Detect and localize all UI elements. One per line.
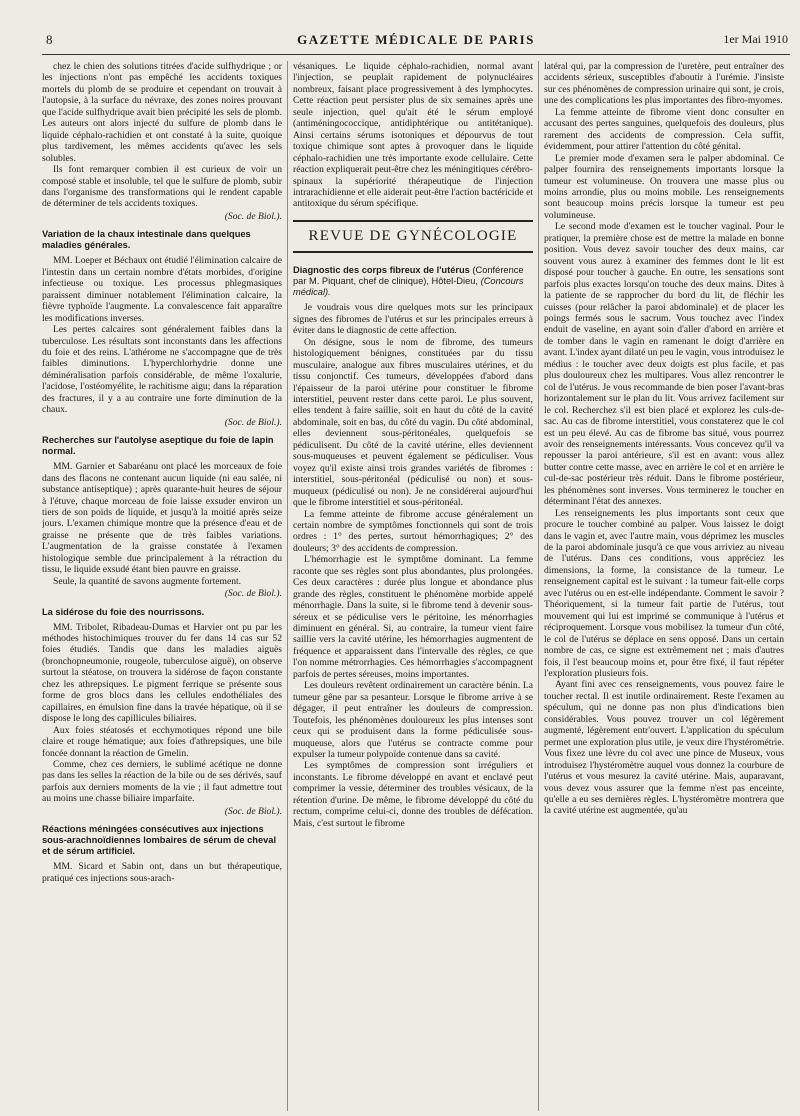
paragraph: L'hémorrhagie est le symptôme dominant. La femme raconte que ses règles sont plus abondantes, plus prolongées. Ces deux caractères : durée plus longue et abondance plus grande des règles, constituent le phénomène morbide appelé ménorrhagie. Dans la suite, si le fibrome tend à devenir sous-séreux et se pédiculise vers le péritoine, les ménorrhagies diminuent en général. Si, au contraire, la tumeur vient faire saillie vers la cavité utérine, les hémorrhagies augmentent de fréquence et apparaissent dans l'intervalle des règles, ce que l'on nomme métrorrhagies. Ces hémorrhagies s'accompagnent parfois de pertes séreuses, moins importantes.	[293, 554, 533, 680]
article-title: Diagnostic des corps fibreux de l'utérus	[293, 265, 470, 276]
paragraph: Ils font remarquer combien il est curieux de voir un composé stable et insoluble, tel que le sulfure de plomb, subir dans l'organisme des transformations qui le rendent capable de déterminer de tels accidents toxiques.	[42, 164, 282, 210]
journal-title: GAZETTE MÉDICALE DE PARIS	[297, 32, 535, 47]
paragraph: MM. Garnier et Sabaréanu ont placé les morceaux de foie dans des flacons ne contenant aucun liquide (ni eau salée, ni substance antiseptique) ; après quarante-huit heures de séjour à l'étuve, chaque morceau de foie laisse exsuder environ un tiers de son poids de liquide, et jusqu'à la moitié après seize jours. L'examen chimique montre que la présence d'eau et de graisse ne présente que de très faibles variations. L'augmentation de la graisse constatée à l'examen histologique semble due principalement à la rétraction du tissu, le liquide exsudé étant bien pauvre en graisse.	[42, 461, 282, 576]
article-columns	[42, 61, 790, 1116]
paragraph: Les symptômes de compression sont irréguliers et inconstants. Le fibrome développé en avant et enclavé peut comprimer la vessie, déterminer des troubles vésicaux, de la rétention d'urine. De même, le fibrome développé du côté du rectum, comprime celui-ci, donne des troubles de défécation. Mais, c'est surtout le fibrome	[293, 760, 533, 829]
column-right	[544, 61, 784, 1116]
revue-title: REVUE DE GYNÉCOLOGIE	[308, 227, 518, 244]
paragraph: Seule, la quantité de savons augmente fortement.	[53, 575, 242, 587]
paragraph: On désigne, sous le nom de fibrome, des tumeurs histologiquement bénignes, constituées par du tissu musculaire, analogue aux fibres musculaires utérines, et du tissu conjonctif. Ces tumeurs, développées d'abord dans l'épaisseur de la paroi utérine pour constituer le fibrome interstitiel, peuvent rester dans cette paroi. Le plus souvent, elles tendent à faire saillie, soit en haut du côté de la cavité abdominale, soit en bas, du côté du vagin. Du côté abdominal, elles deviennent sous-péritonéales, quelquefois se pédiculisent. Du côté de la cavité utérine, elles deviennent sous-muqueuses et peuvent également se pédiculiser. Vous voyez qu'il existe ainsi trois grandes variétés de fibromes : interstitiel, sous-péritonéal (pédiculisé ou non) et sous-muqueux (pédiculisé ou non). Je ne considérerai aujourd'hui que le fibrome interstitiel et sous-péritonéal.	[293, 336, 533, 509]
page-header	[42, 30, 790, 55]
paragraph: Aux foies stéatosés et ecchymotiques répond une bile claire et rouge hématique; aux foies d'athrepsiques, une bile foncée donnant la réaction de Gmelin.	[42, 724, 282, 759]
paragraph: Le second mode d'examen est le toucher vaginal. Pour le pratiquer, la première chose est de mettre la malade en bonne position. Vous devez savoir toucher des deux mains, car souvent vous aurez à examiner des femmes dont le lit est disposé pour toucher à gauche. En outre, les sensations sont parfois plus exactes lorsqu'on touche des deux mains. Dites à la patiente de se rapprocher du bord du lit, de fléchir les cuisses (pour relâcher la paroi abdominale) et de placer les poings fermés sous le sacrum. Vous touchez avec l'index enduit de vaseline, en ayant soin d'aller d'abord en arrière et de tomber dans le vagin en ramenant le doigt d'arrière en avant. L'index ayant dilaté un peu le vagin, vous introduisez le médius : le toucher avec deux doigts est plus facile, et pas plus douloureux chez les multipares. Vous allez rencontrer le col de l'utérus. Je vous recommande de bien poser l'avant-bras horizontalement sur le plan du lit. Vous arrivez facilement sur le col. Recherchez s'il est bien placé et explorez les culs-de-sac. Au cas de fibrome interstitiel, vous constaterez que le col est un peu élevé. Au cas de fibrome bas situé, vous pourrez avoir des renseignements intéressants. Vous concevez qu'il va repousser la paroi antérieure, s'il est en avant: vous allez butter contre cette masse, avec en arrière le col et en arrière le cul-de-sac postérieur très réduit. Dans le fibrome postérieur, les phénomènes sont inverses. Vous terminerez le toucher en déterminant l'état des annexes.	[544, 221, 784, 508]
source-citation: (Soc. de Biol.).	[224, 805, 282, 817]
paragraph: MM. Tribolet, Ribadeau-Dumas et Harvier ont pu par les méthodes histochimiques trouver du fer dans 14 cas sur 52 foies étudiés. Tandis que dans les maladies aiguës (bronchopneumonie, rougeole, tuberculose aiguë), on observe surtout la stéatose, on trouvera la sidérose de façon constante chez les athrepsiques. Le pigment ferrique se présente sous forme de gros blocs dans les cellules endothéliales des capillaires, en émulsion fine dans la travée hépatique, où il se dispose le long des capillicules biliaires.	[42, 621, 282, 725]
paragraph: Je voudrais vous dire quelques mots sur les principaux signes des fibromes de l'utérus et sur les principales erreurs à éviter dans le diagnostic de cette affection.	[293, 302, 533, 337]
section-heading: La sidérose du foie des nourrissons.	[42, 606, 205, 617]
paragraph: MM. Sicard et Sabin ont, dans un but thérapeutique, pratiqué ces injections sous-arach-	[42, 861, 282, 884]
issue-date: 1er Mai 1910	[723, 32, 788, 46]
article-heading	[293, 265, 533, 298]
section-heading: Variation de la chaux intestinale dans quelques maladies générales.	[42, 229, 251, 251]
paragraph: Les renseignements les plus importants sont ceux que procure le toucher combiné au palper. Vous laissez le doigt dans le vagin et, avec l'autre main, vous déprimez les muscles de la paroi abdominale jusqu'à ce que vous arriviez au niveau de l'utérus. Dans ces conditions, vous appréciez les dimensions, la forme, la consistance de la tumeur. Le renseignement capital est le suivant : la tumeur fait-elle corps avec l'utérus ou en est-elle indépendante. Comment le savoir ? Théoriquement, si la tumeur fait partie de l'utérus, tout mouvement qui lui est imprimé se communique à l'utérus et réciproquement. Lorsque vous mobilisez la tumeur d'un côté, le col de l'utérus se déplace en sens opposé. Dans un certain nombre de cas, ce signe est extrêmement net ; mais d'autres fois, il l'est beaucoup moins et, pour être fixé, il faut répéter l'exploration plusieurs fois.	[544, 507, 784, 680]
paragraph: Comme, chez ces derniers, le sublimé acétique ne donne pas dans les selles la réaction de la bile ou de ses dérivés, sauf parfois aux derniers moments de la vie ; il faut admettre tout au moins une chasse biliaire imparfaite.	[42, 759, 282, 805]
article-byline: (Conférence par M. Piquant, chef de clinique), Hôtel-Dieu,	[293, 265, 524, 287]
paragraph: MM. Loeper et Béchaux ont étudié l'élimination calcaire de l'intestin dans un certain nombre d'états morbides, d'origine infectieuse ou toxique. Les processus phlegmasiques paraissent diminuer notablement l'élimination calcaire, la fièvre typhoïde l'augmente. La convalescence fait apparaître les modifications inverses.	[42, 255, 282, 324]
paragraph: La femme atteinte de fibrome vient donc consulter en accusant des pertes sanguines, quelquefois des douleurs, plus rarement des accidents de compression. Cela suffit, évidemment, pour attirer l'attention du côté génital.	[544, 106, 784, 153]
paragraph: chez le chien des solutions titrées d'acide sulfhydrique ; or les injections n'ont pas empêché les accidents toxiques mortels du plomb de se produire et cependant on trouvait à l'autopsie, à la surface du névraxe, des zones noires prouvant que l'acide sulfhydrique avait bien précipité les sels de plomb. Les auteurs ont alors injecté du sulfure de plomb dans le liquide céphalo-rachidien et ont constaté à la suite, quoique plus tardivement, les mêmes accidents qu'avec les sels solubles.	[42, 61, 282, 164]
source-citation: (Soc. de Biol.).	[224, 416, 282, 428]
column-divider	[538, 61, 539, 1111]
source-citation: (Soc. de Biol.).	[224, 588, 282, 600]
source-citation: (Soc. de Biol.).	[224, 210, 282, 222]
section-title-box	[293, 220, 533, 253]
paragraph: latéral qui, par la compression de l'uretère, peut entraîner des accidents sérieux, susceptibles d'aboutir à l'urémie. J'insiste sur ces phénomènes de compression urinaire qui sont, je crois, une des complications les plus importantes des fibro-myomes.	[544, 61, 784, 107]
paragraph: Le premier mode d'examen sera le palper abdominal. Ce palper fournira des renseignements importants lorsque la tumeur est volumineuse. On trouvera une masse plus ou moins arrondie, plus ou moins mobile. Les renseignements sont beaucoup moins précis lorsque la tumeur est peu volumineuse.	[544, 152, 784, 221]
column-left	[42, 61, 282, 1116]
article-source: (Concours médical).	[293, 276, 524, 298]
section-heading: Recherches sur l'autolyse aseptique du foie de lapin normal.	[42, 435, 274, 457]
paragraph: Les pertes calcaires sont généralement faibles dans la tuberculose. Les résultats sont inconstants dans les affections du foie et des reins. L'athérome ne s'accompagne que de très faibles diminutions. L'hyperchlorhydrie donne une déminéralisation parfois considérable, de même l'oxalurie, l'acidose, l'ostéomyélite, le rachitisme aigu; dans la réparation des fractures, il y a au contraire une forte diminution de la chaux.	[42, 324, 282, 416]
paragraph: La femme atteinte de fibrome accuse généralement un certain nombre de symptômes fonctionnels qui sont de trois ordres : 1° des pertes, surtout hémorrhagiques; 2° des douleurs; 3° des accidents de compression.	[293, 508, 533, 554]
page-number: 8	[46, 32, 53, 47]
paragraph: Ayant fini avec ces renseignements, vous pouvez faire le toucher rectal. Il est inutile ordinairement. Reste l'examen au spéculum, qui ne donne pas non plus d'indications bien considérables. Vous pouvez trouver un col légèrement augmenté, légèrement entr'ouvert. L'application du spéculum permet une exploration plus utile, je veux dire l'hystérométrie. Vous fixez une lèvre du col avec une pince de Museux, vous introduisez l'hystéromètre auquel vous donnez la courbure de l'utérus et vous mesurez la cavité utérine. Mais, auparavant, vous devez vous assurer que la femme n'est pas enceinte, qu'elle a eu ses dernières règles. L'hystéromètre montrera que la cavité utérine est augmentée, qu'au	[544, 679, 784, 817]
paragraph: Les douleurs revêtent ordinairement un caractère bénin. La tumeur gêne par sa pesanteur. Lorsque le fibrome arrive à se dégager, il peut entraîner les douleurs de compression. Toutefois, les phénomènes douloureux les plus intenses sont ceux qui se produisent dans la forme pédiculisée sous-muqueuse, alors que l'utérus se contracte comme pour expulser la tumeur polypoïde contenue dans sa cavité.	[293, 680, 533, 761]
section-heading: Réactions méningées consécutives aux injections sous-arachnoïdiennes lombaires de sérum de cheval et de sérum artificiel.	[42, 824, 277, 857]
column-middle	[293, 61, 533, 1116]
column-divider	[287, 61, 288, 1111]
paragraph: vésaniques. Le liquide céphalo-rachidien, normal avant l'injection, se peuplait rapidement de polynucléaires nombreux, faisant place progressivement à des lymphocytes. Cette réaction peut persister plus de six semaines après une seule injection, quel qu'ait été le sérum employé (antiméningococcique, antidiphtérique ou antitétanique). Ainsi certains sérums isotoniques et dépourvus de tout toxique chimique sont aptes à provoquer dans le liquide céphalo-rachidien une très importante exode cellulaire. Cette réaction expliquerait peut-être chez les méningitiques cérébro-spinaux la supériorité thérapeutique de l'injection intrarachidienne et elle aiderait peut-être l'action bactéricide et antitoxique du sérum spécifique.	[293, 61, 533, 210]
